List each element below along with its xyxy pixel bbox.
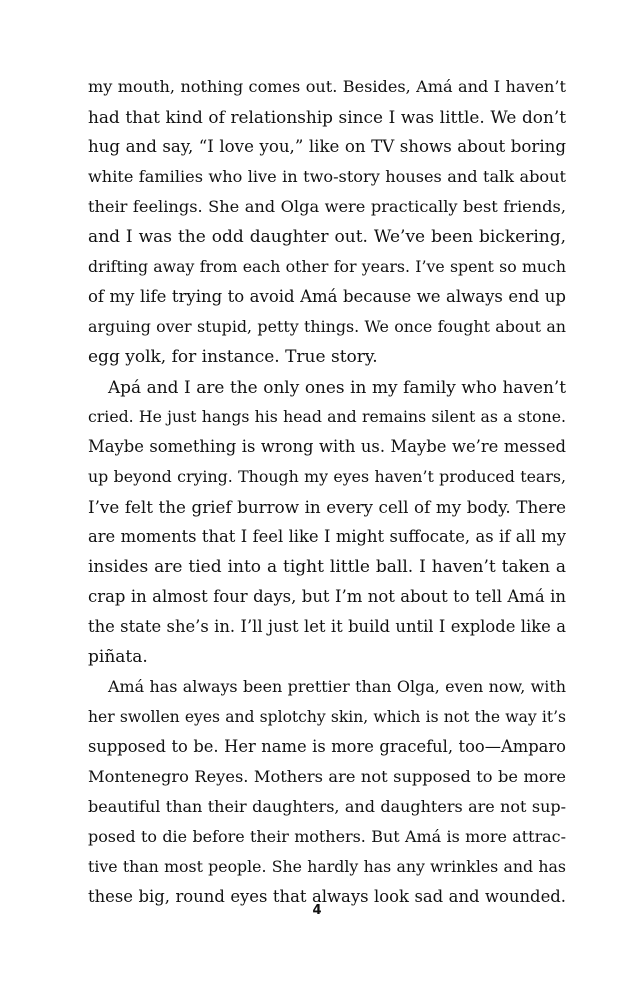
body-text [88, 72, 566, 912]
text-line: I’ve felt the grief burrow in every cell of my body. There [88, 497, 566, 517]
text-line: these big, round eyes that always look sad and wounded. [88, 887, 566, 906]
text-line: insides are tied into a tight little ball. I haven’t taken a [88, 557, 566, 577]
text-line: cried. He just hangs his head and remains silent as a stone. [88, 407, 566, 426]
text-line: and I was the odd daughter out. We’ve been bickering, [88, 227, 566, 247]
text-line: crap in almost four days, but I’m not about to tell Amá in [88, 587, 566, 606]
text-line: Montenegro Reyes. Mothers are not supposed to be more [88, 767, 566, 786]
text-line: her swollen eyes and splotchy skin, which is not the way it’s [88, 708, 566, 726]
text-line: are moments that I feel like I might suffocate, as if all my [88, 527, 566, 546]
text-line: of my life trying to avoid Amá because we always end up [88, 287, 566, 306]
page-number: 4 [312, 903, 322, 918]
text-line: hug and say, “I love you,” like on TV shows about boring [88, 137, 566, 156]
text-line: white families who live in two-story houses and talk about [88, 167, 566, 186]
text-line: my mouth, nothing comes out. Besides, Amá and I haven’t [88, 77, 566, 96]
text-line: Maybe something is wrong with us. Maybe we’re messed [88, 437, 566, 456]
text-line: egg yolk, for instance. True story. [88, 347, 378, 367]
text-line: piñata. [88, 647, 148, 667]
text-line: Amá has always been prettier than Olga, even now, with [108, 677, 566, 696]
text-line: their feelings. She and Olga were practically best friends, [88, 197, 566, 216]
text-line: arguing over stupid, petty things. We once fought about an [88, 317, 566, 336]
text-line: Apá and I are the only ones in my family who haven’t [108, 377, 566, 397]
text-line: tive than most people. She hardly has any wrinkles and has [88, 857, 566, 876]
text-line: the state she’s in. I’ll just let it build until I explode like a [88, 617, 566, 636]
text-line: had that kind of relationship since I was little. We don’t [88, 107, 566, 127]
text-line: beautiful than their daughters, and daughters are not sup- [88, 797, 566, 816]
text-line: supposed to be. Her name is more graceful, too—Amparo [88, 737, 566, 756]
text-line: posed to die before their mothers. But Amá is more attrac- [88, 827, 566, 846]
text-line: up beyond crying. Though my eyes haven’t produced tears, [88, 467, 566, 486]
text-line: drifting away from each other for years. I’ve spent so much [88, 257, 566, 276]
